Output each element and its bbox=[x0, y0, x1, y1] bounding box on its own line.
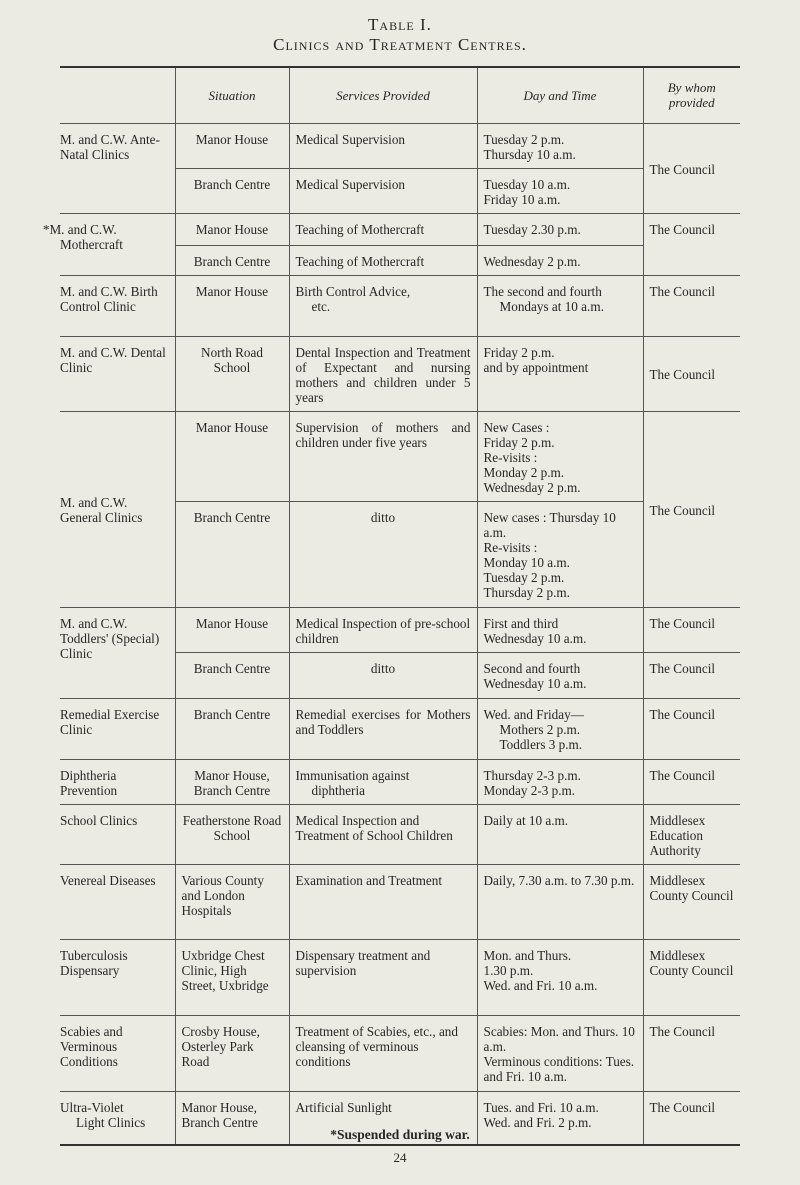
day-line: Wed. and Friday— bbox=[483, 706, 584, 722]
table-row bbox=[60, 804, 740, 864]
cell-by-whom: Middlesex County Council bbox=[643, 864, 740, 939]
cell-services: ditto bbox=[289, 501, 477, 607]
cell-clinic: M. and C.W. General Clinics bbox=[60, 411, 175, 607]
cell-services: Medical Supervision bbox=[289, 123, 477, 168]
cell-by-whom: The Council bbox=[643, 652, 740, 698]
cell-clinic: M. and C.W. Toddlers' (Special) Clinic bbox=[60, 607, 175, 698]
table-row bbox=[60, 607, 740, 652]
cell-by-whom: The Council bbox=[643, 336, 740, 411]
cell-situation: Branch Centre bbox=[175, 652, 289, 698]
cell-services: Remedial exercises for Mothers and Toddlers bbox=[289, 698, 477, 759]
services-line: diphtheria bbox=[311, 782, 365, 798]
cell-services bbox=[289, 759, 477, 804]
day-line: The second and fourth bbox=[483, 283, 602, 299]
table-row bbox=[60, 336, 740, 411]
cell-situation: Manor House, Branch Centre bbox=[175, 1091, 289, 1145]
cell-situation: Branch Centre bbox=[175, 168, 289, 213]
table-row bbox=[60, 213, 740, 245]
table-row bbox=[60, 759, 740, 804]
cell-day-time: Daily at 10 a.m. bbox=[477, 804, 643, 864]
cell-day-time bbox=[477, 275, 643, 336]
cell-situation: Manor House bbox=[175, 213, 289, 245]
cell-situation: Manor House bbox=[175, 275, 289, 336]
cell-by-whom: Middlesex Education Authority bbox=[643, 804, 740, 864]
cell-clinic: M. and C.W. Ante-Natal Clinics bbox=[60, 123, 175, 213]
table-row bbox=[60, 123, 740, 168]
cell-situation: Manor House bbox=[175, 607, 289, 652]
table-title: Table I. bbox=[368, 15, 432, 34]
cell-situation: Branch Centre bbox=[175, 698, 289, 759]
cell-day-time: Tuesday 2.30 p.m. bbox=[477, 213, 643, 245]
cell-situation: Branch Centre bbox=[175, 501, 289, 607]
cell-services: Teaching of Mothercraft bbox=[289, 213, 477, 245]
cell-clinic: M. and C.W. Birth Control Clinic bbox=[60, 275, 175, 336]
cell-situation: Manor House, Branch Centre bbox=[175, 759, 289, 804]
cell-situation: Crosby House, Osterley Park Road bbox=[175, 1015, 289, 1091]
cell-by-whom: The Council bbox=[643, 213, 740, 275]
cell-services: ditto bbox=[289, 652, 477, 698]
page-number: 24 bbox=[393, 1150, 407, 1165]
services-line: etc. bbox=[311, 298, 331, 314]
cell-by-whom: The Council bbox=[643, 759, 740, 804]
cell-by-whom: The Council bbox=[643, 607, 740, 652]
cell-clinic: Venereal Diseases bbox=[60, 864, 175, 939]
clinics-table bbox=[42, 66, 740, 1146]
cell-day-time: Thursday 2-3 p.m. Monday 2-3 p.m. bbox=[477, 759, 643, 804]
day-line: Mothers 2 p.m. bbox=[499, 721, 581, 737]
cell-day-time bbox=[477, 698, 643, 759]
cell-day-time: Tuesday 10 a.m. Friday 10 a.m. bbox=[477, 168, 643, 213]
cell-by-whom: The Council bbox=[643, 275, 740, 336]
cell-situation: Manor House bbox=[175, 123, 289, 168]
table-row bbox=[60, 1015, 740, 1091]
cell-clinic: School Clinics bbox=[60, 804, 175, 864]
cell-by-whom: The Council bbox=[643, 1015, 740, 1091]
cell-situation: Featherstone Road School bbox=[175, 804, 289, 864]
cell-day-time: Second and fourth Wednesday 10 a.m. bbox=[477, 652, 643, 698]
clinic-line: Ultra-Violet bbox=[60, 1099, 124, 1115]
cell-services: Dental Inspection and Treatment of Expectant and nursing mothers and children under 5 years bbox=[289, 336, 477, 411]
cell-clinic: Tuberculosis Dispensary bbox=[60, 939, 175, 1015]
cell-day-time: Tuesday 2 p.m. Thursday 10 a.m. bbox=[477, 123, 643, 168]
table-row bbox=[60, 939, 740, 1015]
table-subtitle: Clinics and Treatment Centres. bbox=[273, 35, 527, 54]
table-row bbox=[60, 411, 740, 501]
footnote: *Suspended during war. bbox=[330, 1127, 470, 1142]
header-situation: Situation bbox=[175, 67, 289, 123]
cell-clinic: Remedial Exercise Clinic bbox=[60, 698, 175, 759]
header-by-whom: By whom provided bbox=[643, 67, 740, 123]
cell-services: Dispensary treatment and supervision bbox=[289, 939, 477, 1015]
header-row bbox=[60, 67, 740, 123]
cell-by-whom: The Council bbox=[643, 1091, 740, 1145]
header-clinic bbox=[60, 67, 175, 123]
table-row bbox=[60, 698, 740, 759]
cell-services: Medical Inspection and Treatment of School Children bbox=[289, 804, 477, 864]
header-day-time: Day and Time bbox=[477, 67, 643, 123]
clinic-line: Light Clinics bbox=[76, 1114, 146, 1130]
cell-day-time: Tues. and Fri. 10 a.m. Wed. and Fri. 2 p.m. bbox=[477, 1091, 643, 1145]
cell-clinic: M. and C.W. Dental Clinic bbox=[60, 336, 175, 411]
day-line: Toddlers 3 p.m. bbox=[499, 736, 583, 752]
cell-day-time: New Cases : Friday 2 p.m. Re-visits : Monday 2 p.m. Wednesday 2 p.m. bbox=[477, 411, 643, 501]
cell-services: Supervision of mothers and children under five years bbox=[289, 411, 477, 501]
cell-day-time: Wednesday 2 p.m. bbox=[477, 245, 643, 275]
cell-clinic: Diphtheria Prevention bbox=[60, 759, 175, 804]
cell-services: Artificial Sunlight bbox=[289, 1091, 477, 1145]
cell-situation: North Road School bbox=[175, 336, 289, 411]
cell-services bbox=[289, 275, 477, 336]
table-row bbox=[60, 864, 740, 939]
cell-clinic: Scabies and Verminous Conditions bbox=[60, 1015, 175, 1091]
cell-by-whom: The Council bbox=[643, 411, 740, 607]
cell-situation: Uxbridge Chest Clinic, High Street, Uxbridge bbox=[175, 939, 289, 1015]
day-line: Mondays at 10 a.m. bbox=[499, 298, 604, 314]
cell-by-whom: Middlesex County Council bbox=[643, 939, 740, 1015]
services-line: Immunisation against bbox=[295, 767, 410, 783]
cell-day-time: Friday 2 p.m. and by appointment bbox=[477, 336, 643, 411]
cell-situation: Manor House bbox=[175, 411, 289, 501]
header-services: Services Provided bbox=[289, 67, 477, 123]
cell-day-time: Scabies: Mon. and Thurs. 10 a.m. Verminous conditions: Tues. and Fri. 10 a.m. bbox=[477, 1015, 643, 1091]
table-row bbox=[60, 275, 740, 336]
cell-services: Teaching of Mothercraft bbox=[289, 245, 477, 275]
services-line: Birth Control Advice, bbox=[295, 283, 411, 299]
cell-situation: Branch Centre bbox=[175, 245, 289, 275]
cell-day-time: First and third Wednesday 10 a.m. bbox=[477, 607, 643, 652]
cell-by-whom: The Council bbox=[643, 123, 740, 213]
cell-services: Examination and Treatment bbox=[289, 864, 477, 939]
cell-day-time: Mon. and Thurs. 1.30 p.m. Wed. and Fri. 10 a.m. bbox=[477, 939, 643, 1015]
cell-situation: Various County and London Hospitals bbox=[175, 864, 289, 939]
cell-services: Medical Inspection of pre-school children bbox=[289, 607, 477, 652]
cell-day-time: Daily, 7.30 a.m. to 7.30 p.m. bbox=[477, 864, 643, 939]
cell-clinic: *M. and C.W. Mothercraft bbox=[60, 213, 175, 275]
cell-by-whom: The Council bbox=[643, 698, 740, 759]
cell-day-time: New cases : Thursday 10 a.m. Re-visits : Monday 10 a.m. Tuesday 2 p.m. Thursday 2 p.m. bbox=[477, 501, 643, 607]
cell-services: Medical Supervision bbox=[289, 168, 477, 213]
cell-services: Treatment of Scabies, etc., and cleansing of verminous conditions bbox=[289, 1015, 477, 1091]
